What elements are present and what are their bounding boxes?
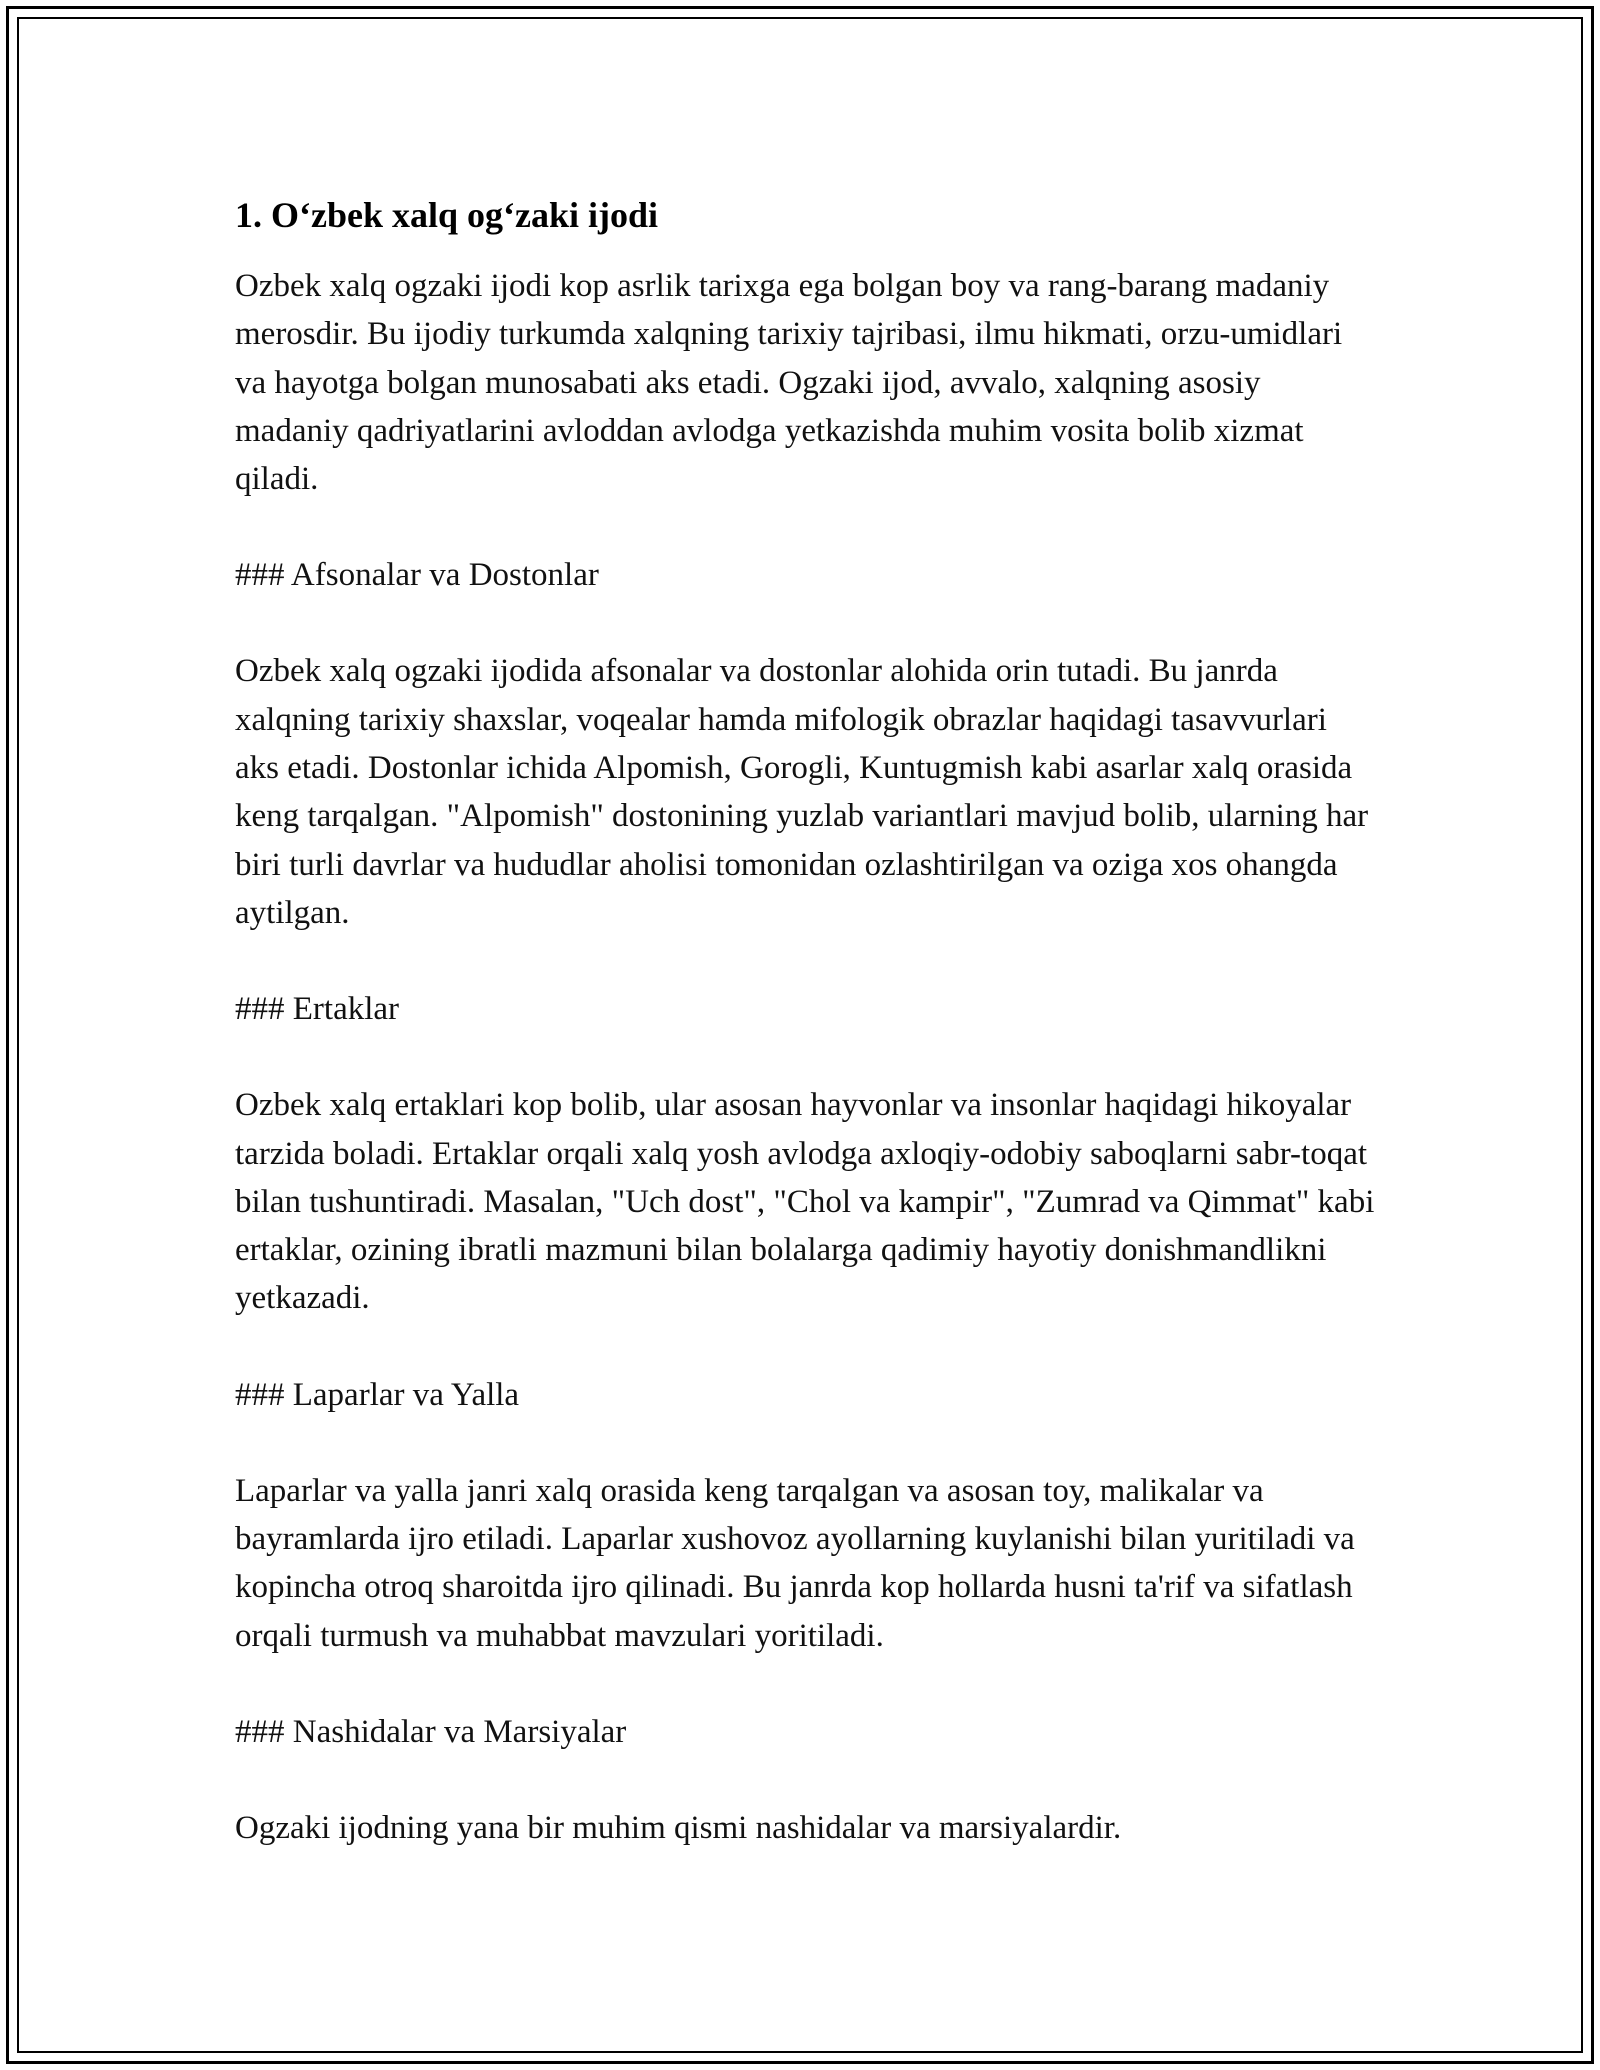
section-nashidalar	[235, 1708, 1375, 1852]
section-heading: ### Laparlar va Yalla	[235, 1376, 520, 1413]
section-heading: ### Ertaklar	[235, 991, 400, 1028]
document-body	[235, 190, 1375, 1852]
section-paragraph: Ozbek xalq ogzaki ijodida afsonalar va dostonlar alohida orin tutadi. Bu janrda xalqning tarixiy shaxslar, voqealar hamda mifologik obrazlar haqidagi tasavvurlari aks etadi. Dostonlar ichida Alpomish, Gorogli, Kuntugmish kabi asarlar xalq orasida keng tarqalgan. "Alpomish" dostonining yuzlab variantlari mavjud bolib, ularning har biri turli davrlar va hududlar aholisi tomonidan ozlashtirilgan va oziga xos ohangda aytilgan.	[235, 653, 1369, 931]
intro-paragraph: Ozbek xalq ogzaki ijodi kop asrlik tarixga ega bolgan boy va rang-barang madaniy merosdir. Bu ijodiy turkumda xalqning tarixiy tajribasi, ilmu hikmati, orzu-umidlari va hayotga bolgan munosabati aks etadi. Ogzaki ijod, avvalo, xalqning asosiy madaniy qadriyatlarini avloddan avlodga yetkazishda muhim vosita bolib xizmat qiladi.	[235, 268, 1343, 498]
section-laparlar	[235, 1371, 1375, 1660]
section-paragraph: Ogzaki ijodning yana bir muhim qismi nashidalar va marsiyalardir.	[235, 1809, 1122, 1846]
section-heading: ### Afsonalar va Dostonlar	[235, 557, 599, 594]
section-afsonalar	[235, 551, 1375, 937]
section-ertaklar	[235, 985, 1375, 1322]
section-paragraph: Laparlar va yalla janri xalq orasida keng tarqalgan va asosan toy, malikalar va bayramlarda ijro etiladi. Laparlar xushovoz ayollarning kuylanishi bilan yuritiladi va kopincha otroq sharoitda ijro qilinadi. Bu janrda kop hollarda husni ta'rif va sifatlash orqali turmush va muhabbat mavzulari yoritiladi.	[235, 1472, 1355, 1654]
section-paragraph: Ozbek xalq ertaklari kop bolib, ular asosan hayvonlar va insonlar haqidagi hikoyalar tarzida boladi. Ertaklar orqali xalq yosh avlodga axloqiy-odobiy saboqlarni sabr-toqat bilan tushuntiradi. Masalan, "Uch dost", "Chol va kampir", "Zumrad va Qimmat" kabi ertaklar, ozining ibratli mazmuni bilan bolalarga qadimiy hayotiy donishmandlikni yetkazadi.	[235, 1087, 1375, 1317]
document-title: 1. O‘zbek xalq og‘zaki ijodi	[235, 195, 659, 235]
section-heading: ### Nashidalar va Marsiyalar	[235, 1713, 627, 1750]
